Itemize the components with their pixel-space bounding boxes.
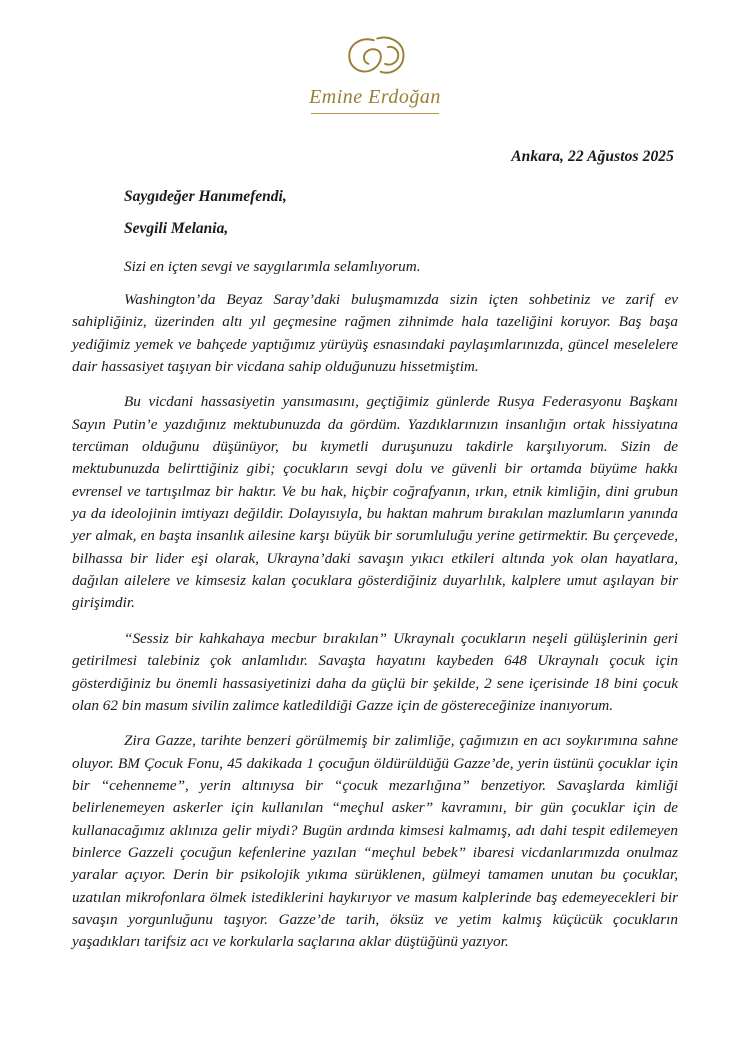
letterhead-divider [311, 113, 439, 114]
letterhead-name: Emine Erdoğan [309, 86, 441, 108]
salutation-secondary: Sevgili Melania, [124, 220, 229, 237]
salutation-primary: Saygıdeğer Hanımefendi, [124, 188, 287, 205]
letter-paragraph: Bu vicdani hassasiyetin yansımasını, geçtiğimiz günlerde Rusya Federasyonu Başkanı Sayın Putin’e yazdığınız mektubunuzda da gördüm. Yazdıklarınızın insanlığın ortak hissiyatına tercüman olduğunu düşünüyor, bu kıymetli duruşunuzu takdirle karşılıyorum. Sizin de mektubunuzda belirttiğiniz gibi; çocukların sevgi dolu ve güvenli bir ortamda büyüme hakkı evrensel ve tartışılmaz bir haktır. Ve bu hak, hiçbir coğrafyanın, ırkın, etnik kimliğin, dini grubun ya da ideolojinin imtiyazı değildir. Dolayısıyla, bu haktan mahrum bırakılan mazlumların yanında yer almak, en başta insanlık ailesine karşı büyük bir sorumluluğu yerine getirmektir. Bu çerçevede, bilhassa bir lider eşi olarak, Ukrayna’daki savaşın yıkıcı etkileri altında yok olan hayatlara, dağılan ailelere ve kimsesiz kalan çocuklara gösterdiğiniz duyarlılık, kalplere umut aşılayan bir girişimdir. [72, 393, 678, 612]
letter-date: Ankara, 22 Ağustos 2025 [511, 148, 674, 165]
letter-paragraph: Zira Gazze, tarihte benzeri görülmemiş bir zalimliğe, çağımızın en acı soykırımına sahne oluyor. BM Çocuk Fonu, 45 dakikada 1 çocuğun öldürüldüğü Gazze’de, yerin üstünü çocuklar için bir “cehenneme”, yerin altınıysa bir “çocuk mezarlığına” benzetiyor. Savaşlarda kimliği belirlenemeyen askerler için kullanılan “meçhul asker” kavramını, bir gün çocuklar için de kullanacağımız aklınıza gelir miydi? Bugün ardında kimsesi kalmamış, adı dahi tespit edilemeyen binlerce Gazzeli çocuğun kefenlerine yazılan “meçhul bebek” ibaresi vicdanlarımızda onulmaz yaralar açıyor. Derin bir psikolojik yıkıma sürüklenen, gülmeyi tamamen unutan bu çocuklar, uzatılan mikrofonlara ölmek istediklerini haykırıyor ve masum kalplerinde baş edemeyecekleri bir savaşın yorgunluğunu taşıyor. Gazze’de tarih, öksüz ve yetim kalmış küçücük çocukların yaşadıkları tarifsiz acı ve korkularla saçlarına aklar düştüğünü yazıyor. [72, 732, 678, 951]
emine-erdogan-monogram-icon [323, 28, 428, 84]
greeting-line: Sizi en içten sevgi ve saygılarımla selamlıyorum. [124, 258, 421, 275]
letter-paragraph: Washington’da Beyaz Saray’daki buluşmamızda sizin içten sohbetiniz ve zarif ev sahipliğiniz, üzerinden altı yıl geçmesine rağmen zihnimde hala tazeliğini koruyor. Baş başa yediğimiz yemek ve bahçede yaptığımız yürüyüş esnasındaki paylaşımlarınızda, güncel meselelere dair hassasiyet taşıyan bir vicdana sahip olduğunuzu hissetmiştim. [72, 291, 678, 376]
letterhead [72, 20, 678, 118]
letter-paragraph: “Sessiz bir kahkahaya mecbur bırakılan” Ukraynalı çocukların neşeli gülüşlerinin geri getirilmesi talebiniz çok anlamlıdır. Savaşta hayatını kaybeden 648 Ukraynalı çocuk için gösterdiğiniz bu önemli hassasiyetinizi daha da güçlü bir şekilde, 2 sene içerisinde 18 bini çocuk olan 62 bin masum sivilin zalimce katledildiği Gazze için de göstereceğinize inanıyorum. [72, 629, 678, 714]
